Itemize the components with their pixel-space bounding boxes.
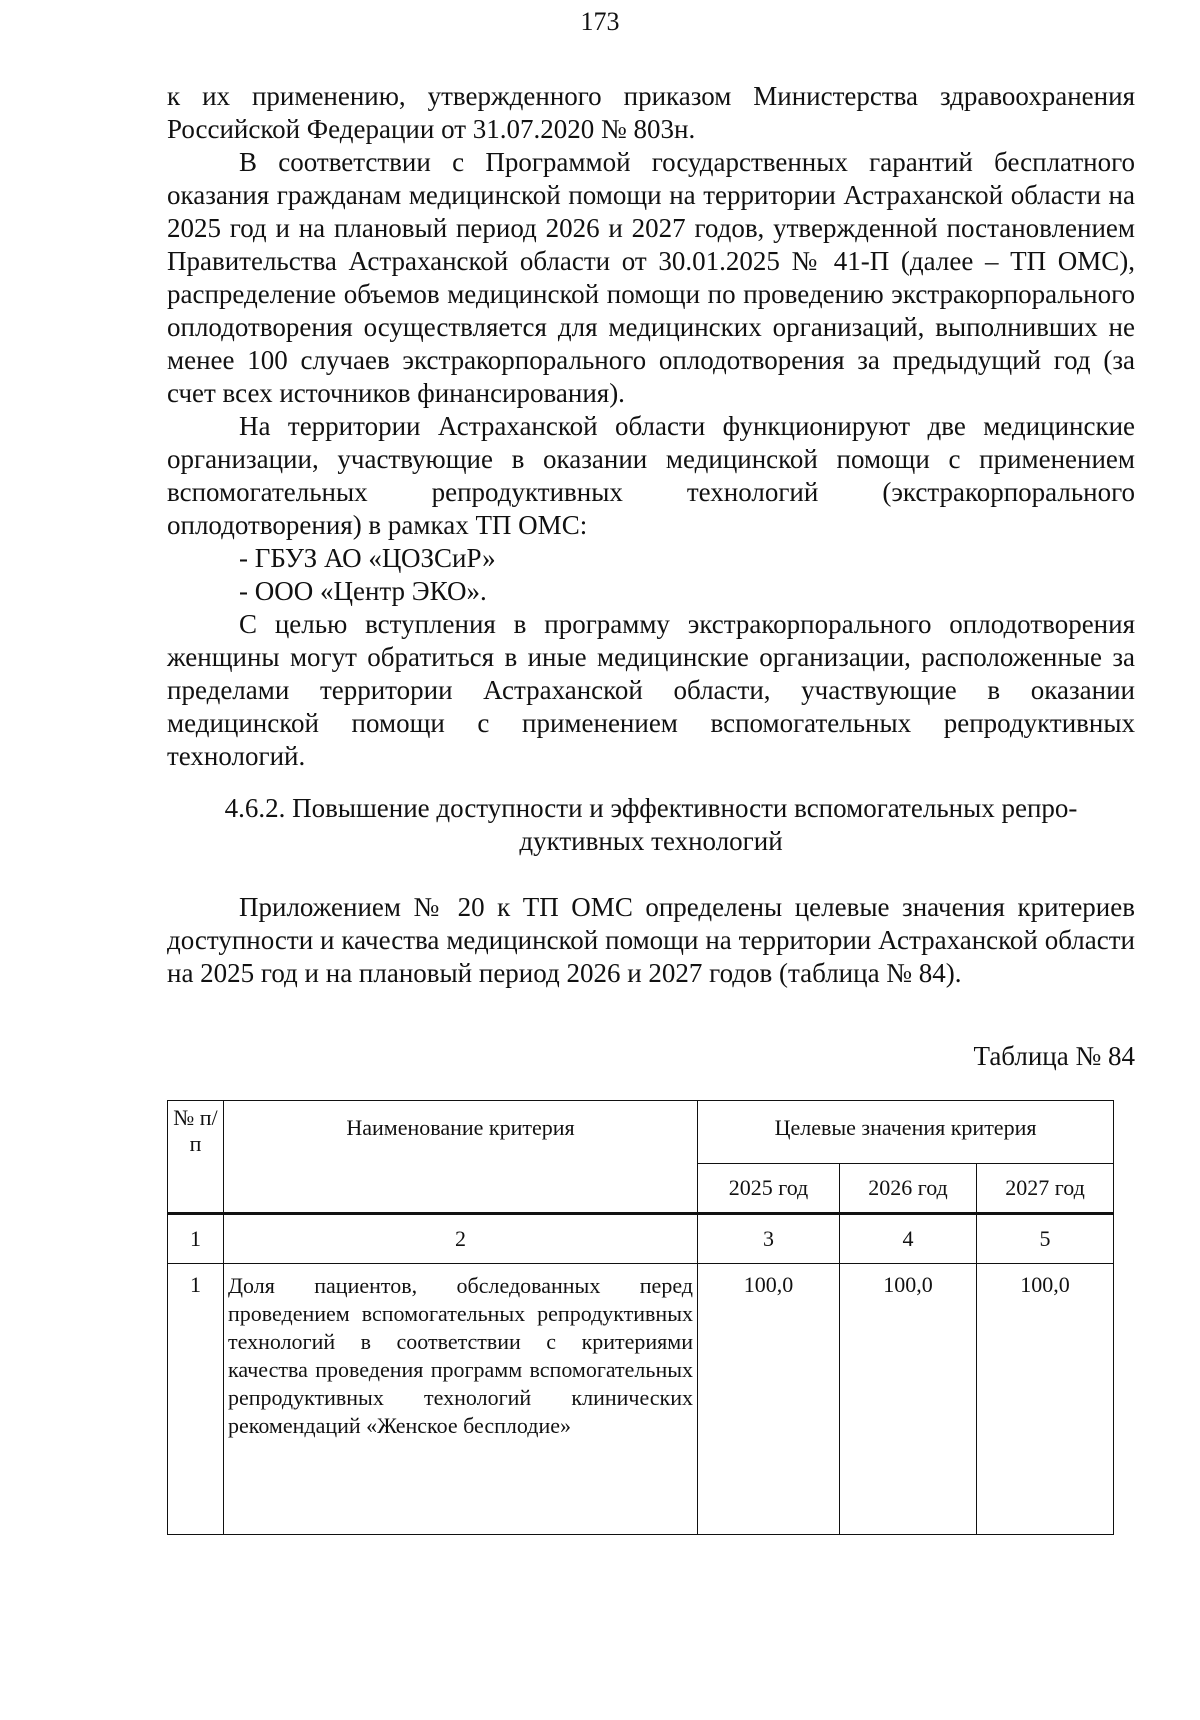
table-cell: 5 — [977, 1214, 1114, 1264]
paragraph: Приложением № 20 к ТП ОМС определены целевые значения критериев доступности и качества медицинской помощи на территории Астраханской области на 2025 год и на плановый период 2026 и 2027 годов (таблица № 84). — [167, 892, 1135, 988]
table-cell: 100,0 — [977, 1264, 1114, 1535]
header-target-group: Целевые значения критерия — [698, 1101, 1114, 1164]
section-heading — [167, 792, 1135, 858]
paragraph: С целью вступления в программу экстракорпорального оплодотворения женщины могут обратиться в иные медицинские организации, расположенные за пределами территории Астраханской области, участвующие в оказании медицинской помощи с применением вспомогательных репродуктивных технологий. — [167, 609, 1135, 771]
criteria-table — [167, 1100, 1114, 1535]
table-cell: 100,0 — [840, 1264, 977, 1535]
body-text — [167, 80, 1135, 773]
table-cell: 3 — [698, 1214, 840, 1264]
table-cell: 1 — [168, 1264, 224, 1535]
page-number: 173 — [580, 7, 620, 36]
section-heading-line: дуктивных технологий — [519, 826, 783, 856]
table-cell: 1 — [168, 1214, 224, 1264]
table-row — [168, 1264, 1114, 1535]
table-caption: Таблица № 84 — [973, 1041, 1135, 1071]
paragraph: к их применению, утвержденного приказом Министерства здравоохранения Российской Федерации от 31.07.2020 № 803н. — [167, 81, 1135, 144]
header-year: 2026 год — [840, 1164, 977, 1214]
list-item: - ООО «Центр ЭКО». — [239, 576, 487, 606]
section-heading-line: 4.6.2. Повышение доступности и эффективности вспомогательных репро- — [224, 793, 1078, 823]
header-num: № п/п — [168, 1101, 224, 1214]
paragraph: На территории Астраханской области функционируют две медицинские организации, участвующие в оказании медицинской помощи с применением вспомогательных репродуктивных технологий (экстракорпорального оплодотворения) в рамках ТП ОМС: — [167, 411, 1135, 540]
paragraph: В соответствии с Программой государственных гарантий бесплатного оказания гражданам медицинской помощи на территории Астраханской области на 2025 год и на плановый период 2026 и 2027 годов, утвержденной постановлением Правительства Астраханской области от 30.01.2025 № 41-П (далее – ТП ОМС), распределение объемов медицинской помощи по проведению экстракорпорального оплодотворения осуществляется для медицинских организаций, выполнивших не менее 100 случаев экстракорпорального оплодотворения за предыдущий год (за счет всех источников финансирования). — [167, 147, 1135, 408]
section-lead — [167, 891, 1135, 990]
table-cell: 100,0 — [698, 1264, 840, 1535]
table-header-row — [168, 1101, 1114, 1164]
table-cell: Доля пациентов, обследованных перед проведением вспомогательных репродуктивных технологий в соответствии с критериями качества проведения программ вспомогательных репродуктивных технологий клинических рекомендаций «Женское бесплодие» — [224, 1264, 698, 1535]
header-year: 2027 год — [977, 1164, 1114, 1214]
table-cell: 4 — [840, 1214, 977, 1264]
header-year: 2025 год — [698, 1164, 840, 1214]
header-name: Наименование критерия — [224, 1101, 698, 1214]
list-item: - ГБУЗ АО «ЦОЗСиР» — [239, 543, 496, 573]
table-cell: 2 — [224, 1214, 698, 1264]
table-index-row — [168, 1214, 1114, 1264]
